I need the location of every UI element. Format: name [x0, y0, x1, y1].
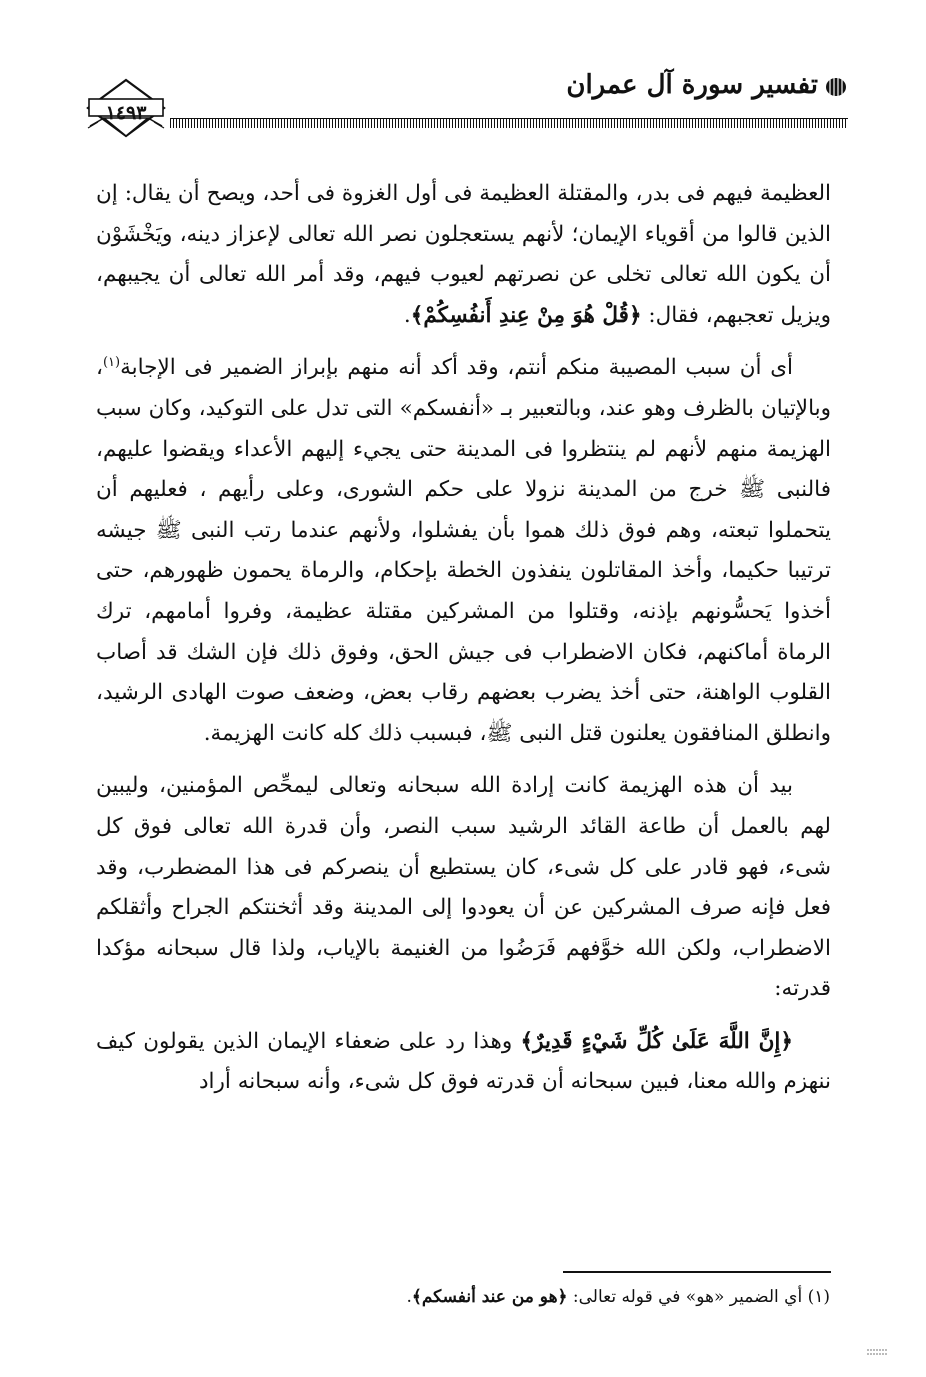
paragraph-4	[96, 1022, 831, 1103]
paragraph-2-text-a: أى أن سبب المصيبة منكم أنتم، وقد أكد أنه منهم بإبراز الضمير فى الإجابة	[120, 355, 793, 381]
page-number: ١٤٩٣	[105, 102, 147, 124]
page-header	[0, 0, 926, 170]
footnote-reference: (١)	[102, 355, 121, 371]
footnote-end: .	[406, 1287, 412, 1307]
main-text	[96, 174, 831, 1103]
corner-mark-icon	[866, 1347, 888, 1359]
paragraph-1-end: .	[403, 302, 411, 328]
header-rule	[170, 118, 848, 128]
paragraph-4-text: وهذا رد على ضعفاء الإيمان الذين يقولون كيف ننهزم والله معنا، فبين سبحانه أن قدرته فوق كل شىء، وأنه سبحانه أراد	[96, 1028, 831, 1095]
paragraph-3: بيد أن هذه الهزيمة كانت إرادة الله سبحانه وتعالى ليمحِّص المؤمنين، وليبين لهم بالعمل أن طاعة القائد الرشيد سبب النصر، وأن قدرة الله تعالى فوق كل شىء، فهو قادر على كل شىء، كان يستطيع أن ينصركم فى هذا المضطرب، وقد فعل فإنه صرف المشركين عن أن يعودوا إلى المدينة وقد أثخنتكم الجراح وأثقلكم الاضطراب، ولكن الله خوَّفهم فَرَضُوا من الغنيمة بالإياب، ولذا قال سبحانه مؤكدا قدرته:	[96, 773, 831, 1002]
paragraph-2	[96, 348, 831, 754]
running-title: تفسير سورة آل عمران	[566, 70, 818, 100]
footnote-text: أي الضمير «هو» في قوله تعالى:	[567, 1287, 808, 1307]
footnote-quote: ﴿هو من عند أنفسكم﴾	[411, 1287, 568, 1307]
quran-quote-2: ﴿إِنَّ اللَّهَ عَلَىٰ كُلِّ شَيْءٍ قَدِيرٌ﴾	[520, 1028, 794, 1054]
footnote	[300, 1284, 830, 1310]
paragraph-2-text-b: ، وبالإتيان بالظرف وهو عند، وبالتعبير بـ «أنفسكم» التى تدل على التوكيد، وكان سبب الهزيمة منهم لأنهم لم ينتظروا فى المدينة حتى يجيء إليهم الأعداء ويقضوا عليهم، فالنبى ﷺ خرج من المدينة نزولا على حكم الشورى، وعلى رأيهم ، فعليهم أن يتحملوا تبعته، وهم فوق ذلك هموا بأن يفشلوا، ولأنهم عندما رتب النبى ﷺ جيشه ترتيبا حكيما، وأخذ المقاتلون ينفذون الخطة بإحكام، والرماة يحمون ظهورهم، حتى أخذوا يَحسُّونهم بإذنه، وقتلوا من المشركين مقتلة عظيمة، وفروا أمامهم، ترك الرماة أماكنهم، فكان الاضطراب فى جيش الحق، وفوق ذلك فإن الشك قد أصاب القلوب الواهنة، حتى أخذ يضرب بعضهم رقاب بعض، وضعف صوت الهادى الرشيد، وانطلق المنافقون يعلنون قتل النبى ﷺ، فبسبب ذلك كله كانت الهزيمة.	[96, 355, 831, 746]
paragraph-1	[96, 174, 831, 336]
paragraph-1-text: العظيمة فيهم فى بدر، والمقتلة العظيمة فى أول الغزوة فى أحد، ويصح أن يقال: إن الذين قالوا من أقوياء الإيمان؛ لأنهم يستعجلون نصر الله تعالى لإعزاز دينه، ويَخْشَوْن أن يكون الله تعالى تخلى عن نصرتهم لعيوب فيهم، وقد أمر الله تعالى أن يجيبهم، ويزيل تعجبهم، فقال:	[96, 181, 831, 328]
quran-quote-1: ﴿قُلْ هُوَ مِنْ عِندِ أَنفُسِكُمْ﴾	[410, 302, 642, 328]
footnote-rule	[563, 1271, 831, 1273]
page-number-badge	[84, 78, 168, 162]
footnote-marker: (١)	[807, 1287, 830, 1307]
ornament-icon	[824, 76, 848, 98]
